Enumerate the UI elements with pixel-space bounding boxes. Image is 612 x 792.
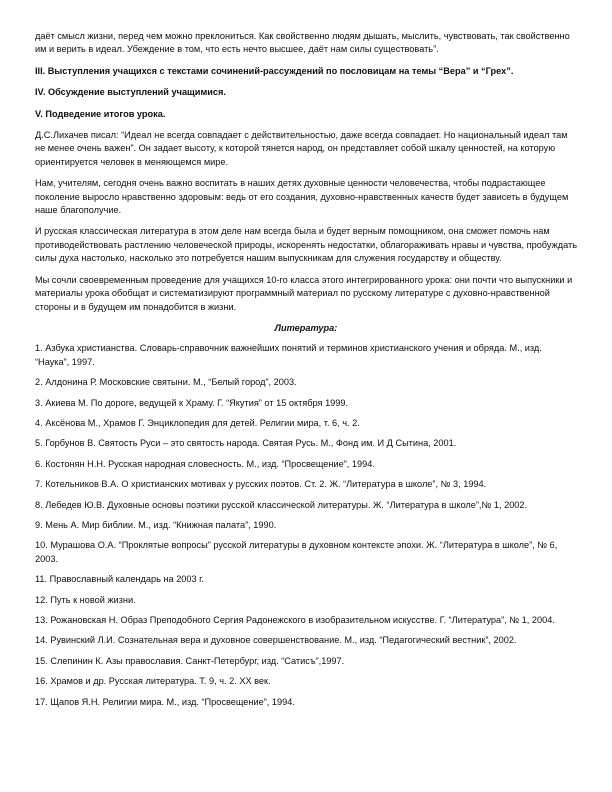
reference-item: 17. Щапов Я.Н. Религии мира. М., изд. “Просвещение”, 1994. xyxy=(35,696,295,707)
reference-item: 9. Мень А. Мир библии. М., изд. “Книжная палата”, 1990. xyxy=(35,519,277,530)
body-paragraph: Д.С.Лихачев писал: “Идеал не всегда совпадает с действительностью, даже всегда совпадает. Но национальный идеал там не менее очень важен”. Он задает высоту, к которой тянется народ, он представляет собой шкалу ценностей, на которую ориентируется человек в меняющемся мире. xyxy=(35,130,568,167)
reference-item: 6. Костонян Н.Н. Русская народная словесность. М., изд. “Просвещение”, 1994. xyxy=(35,458,375,469)
reference-item: 4. Аксёнова М., Храмов Г. Энциклопедия для детей. Религии мира, т. 6, ч. 2. xyxy=(35,417,360,428)
reference-item: 8. Лебедев Ю.В. Духовные основы поэтики русской классической литературы. Ж. “Литература в школе”,№ 1, 2002. xyxy=(35,499,528,510)
section-heading-4: IV. Обсуждение выступлений учащимися. xyxy=(35,87,226,98)
reference-item: 13. Рожановская Н. Образ Преподобного Сергия Радонежского в изобразительном искусстве. Г. “Литература”, № 1, 2004. xyxy=(35,615,555,625)
references-title: Литература: xyxy=(274,322,338,333)
reference-item: 3. Акиева М. По дороге, ведущей к Храму. Г. “Якутия” от 15 октября 1999. xyxy=(35,397,349,408)
reference-item: 7. Котельников В.А. О христианских мотивах у русских поэтов. Ст. 2. Ж. “Литература в школе”, № 3, 1994. xyxy=(35,479,487,490)
reference-item: 11. Православный календарь на 2003 г. xyxy=(35,574,204,585)
references-list xyxy=(35,342,577,709)
reference-item: 5. Горбунов В. Святость Руси – это святость народа. Святая Русь. М., Фонд им. И Д Сытина, 2001. xyxy=(35,438,457,449)
reference-item: 1. Азбука христианства. Словарь-справочник важнейших понятий и терминов христианского учения и обряда. М., изд. “Наука”, 1997. xyxy=(35,343,542,367)
body-paragraph: И русская классическая литература в этом деле нам всегда была и будет верным помощником, она сможет помочь нам противодействовать растлению человеческой природы, искоренять недостатки, облагораживать нравы и чувства, пробуждать силы духа настолько, насколько это потребуется нашим выпускникам для служения государству и обществу. xyxy=(35,226,577,264)
reference-item: 16. Храмов и др. Русская литература. Т. 9, ч. 2. XX век. xyxy=(35,676,271,687)
body-paragraph: Мы сочли своевременным проведение для учащихся 10-го класса этого интегрированного урока: они почти что выпускники и материалы урока обобщат и систематизируют программный материал по русскому литературе с духовно-нравственной стороны и в будущем им понадобится в жизни. xyxy=(35,274,573,312)
reference-item: 14. Рувинский Л.И. Сознательная вера и духовное совершенствование. М., изд. “Педагогический вестник”, 2002. xyxy=(35,635,517,646)
section-heading-5: V. Подведение итогов урока. xyxy=(35,108,166,119)
section-heading-3: III. Выступления учащихся с текстами сочинений-рассуждений по пословицам на темы “Вера” и “Грех”. xyxy=(35,65,514,76)
document-page xyxy=(35,30,577,716)
reference-item: 15. Слепинин К. Азы православия. Санкт-Петербург, изд. “Сатисъ”,1997. xyxy=(35,655,345,666)
reference-item: 10. Мурашова О.А. “Проклятые вопросы” русской литературы в духовном контексте эпохи. Ж. “Литература в школе”, № 6, 2003. xyxy=(35,540,558,564)
reference-item: 12. Путь к новой жизни. xyxy=(35,594,136,605)
reference-item: 2. Алдонина Р. Московские святыни. М., “Белый город”, 2003. xyxy=(35,377,297,388)
intro-paragraph: даёт смысл жизни, перед чем можно преклониться. Как свойственно людям дышать, мыслить, чувствовать, так свойственно им и верить в идеал. Убеждение в том, что есть нечто высшее, даёт нам силы существовать”. xyxy=(35,31,570,55)
body-paragraph: Нам, учителям, сегодня очень важно воспитать в наших детях духовные ценности человечества, чтобы подрастающее поколение выросло нравственно здоровым: ведь от его создания, духовно-нравственных качеств будет зависеть в будущем наше благополучие. xyxy=(35,178,569,216)
